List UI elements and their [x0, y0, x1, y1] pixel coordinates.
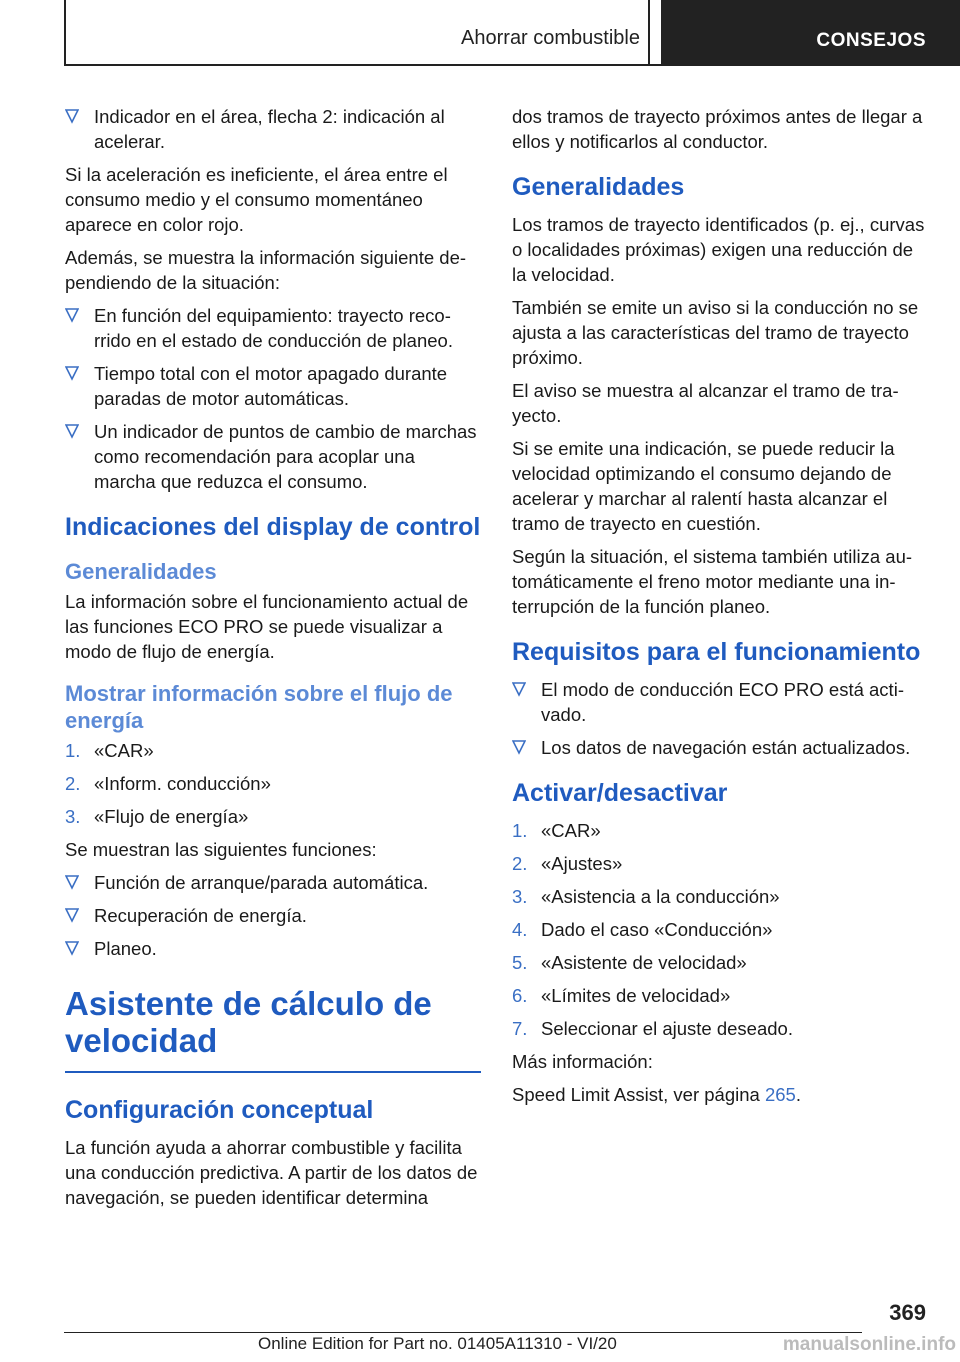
reference-paragraph: Speed Limit Assist, ver página 265. [512, 1084, 801, 1105]
list-item: 7. Seleccionar el ajuste deseado. [512, 1018, 793, 1039]
bullet-list [65, 303, 481, 494]
list-item: 2. «Ajustes» [512, 853, 623, 874]
chapter-heading: Asistente de cálculo de velocidad [65, 985, 432, 1059]
step-number: 5. [512, 952, 528, 973]
right-column [512, 104, 932, 1115]
header-rule [64, 64, 960, 66]
triangle-bullet-icon [65, 874, 79, 890]
section-heading: Configuración conceptual [65, 1096, 374, 1124]
paragraph: Los tramos de trayecto identificados (p. ej., curvas o localidades próximas) exigen una reducción de la velocidad. [512, 214, 925, 285]
page-reference-link[interactable]: 265 [764, 1084, 796, 1105]
list-item: 2. «Inform. conducción» [65, 773, 271, 794]
step-number: 2. [65, 773, 81, 794]
triangle-bullet-icon [65, 307, 79, 323]
triangle-bullet-icon [65, 940, 79, 956]
bullet-list [65, 870, 481, 961]
triangle-bullet-icon [65, 423, 79, 439]
paragraph: También se emite un aviso si la conducción no se ajusta a las características del tramo de trayecto próximo. [512, 297, 919, 368]
step-number: 2. [512, 853, 528, 874]
paragraph: La información sobre el funcionamiento actual de las funciones ECO PRO se puede visualizar a modo de flujo de energía. [65, 591, 469, 662]
bullet-list [512, 677, 932, 760]
header-chapter-title: CONSEJOS [816, 30, 926, 51]
list-item: 3. «Asistencia a la conducción» [512, 886, 780, 907]
subsection-heading: Mostrar información sobre el flujo de energía [65, 681, 453, 733]
triangle-bullet-icon [65, 907, 79, 923]
list-item: Indicador en el área, flecha 2: indicación al acelerar. [65, 104, 481, 154]
paragraph: Si se emite una indicación, se puede reducir la velocidad optimizando el consumo dejando de acelerar y marchar al ralentí hasta alcanzar el tramo de trayecto en cuestión. [512, 438, 895, 534]
list-item: Tiempo total con el motor apagado durante paradas de motor automáticas. [65, 361, 481, 411]
footer-edition: Online Edition for Part no. 01405A11310 - VI/20 [258, 1334, 617, 1353]
list-item: Recuperación de energía. [65, 903, 481, 928]
section-heading: Indicaciones del display de control [65, 513, 481, 541]
step-number: 6. [512, 985, 528, 1006]
watermark-logo: manualsonline.info [782, 1334, 956, 1355]
paragraph: Si la aceleración es ineficiente, el área entre el consumo medio y el consumo momentáneo aparece en color rojo. [65, 164, 448, 235]
list-item: Planeo. [65, 936, 481, 961]
triangle-bullet-icon [65, 108, 79, 124]
chapter-rule [65, 1071, 481, 1073]
list-item: 1. «CAR» [512, 820, 601, 841]
list-item: 5. «Asistente de velocidad» [512, 952, 747, 973]
page-number: 369 [889, 1300, 926, 1325]
step-number: 1. [65, 740, 81, 761]
step-number: 1. [512, 820, 528, 841]
section-heading: Activar/desactivar [512, 779, 728, 807]
list-item: 6. «Límites de velocidad» [512, 985, 731, 1006]
header-section-title: Ahorrar combustible [461, 27, 640, 49]
triangle-bullet-icon [512, 681, 526, 697]
list-item: Un indicador de puntos de cambio de marchas como recomendación para acoplar una marcha que reduzca el consumo. [65, 419, 481, 494]
paragraph: Según la situación, el sistema también utiliza automáticamente el freno motor mediante una interrupción de la función planeo. [512, 546, 913, 617]
step-number: 3. [65, 806, 81, 827]
left-column [65, 104, 481, 1218]
section-heading: Requisitos para el funcionamiento [512, 638, 921, 666]
step-number: 3. [512, 886, 528, 907]
numbered-list [512, 818, 932, 1041]
bullet-list [65, 104, 481, 154]
header-chapter-tab [661, 0, 960, 66]
list-item: 4. Dado el caso «Conducción» [512, 919, 773, 940]
list-item: Función de arranque/parada automática. [65, 870, 481, 895]
list-item: En función del equipamiento: trayecto recorrido en el estado de conducción de planeo. [65, 303, 481, 353]
section-heading: Generalidades [512, 173, 685, 201]
paragraph: Se muestran las siguientes funciones: [65, 839, 377, 860]
paragraph: dos tramos de trayecto próximos antes de llegar a ellos y notificarlos al conductor. [512, 106, 923, 152]
paragraph: Además, se muestra la información siguiente dependiendo de la situación: [65, 247, 467, 293]
paragraph: Más información: [512, 1051, 653, 1072]
numbered-list [65, 738, 481, 829]
step-number: 7. [512, 1018, 528, 1039]
list-item: 3. «Flujo de energía» [65, 806, 249, 827]
footer-rule [64, 1332, 862, 1333]
subsection-heading: Generalidades [65, 559, 217, 584]
list-item: 1. «CAR» [65, 740, 154, 761]
triangle-bullet-icon [512, 739, 526, 755]
paragraph: El aviso se muestra al alcanzar el tramo de trayecto. [512, 380, 899, 426]
paragraph: La función ayuda a ahorrar combustible y facilita una conducción predictiva. A partir de los datos de navegación, se pueden identificar determina [65, 1137, 478, 1208]
list-item: Los datos de navegación están actualizados. [512, 735, 932, 760]
triangle-bullet-icon [65, 365, 79, 381]
step-number: 4. [512, 919, 528, 940]
list-item: El modo de conducción ECO PRO está activado. [512, 677, 932, 727]
